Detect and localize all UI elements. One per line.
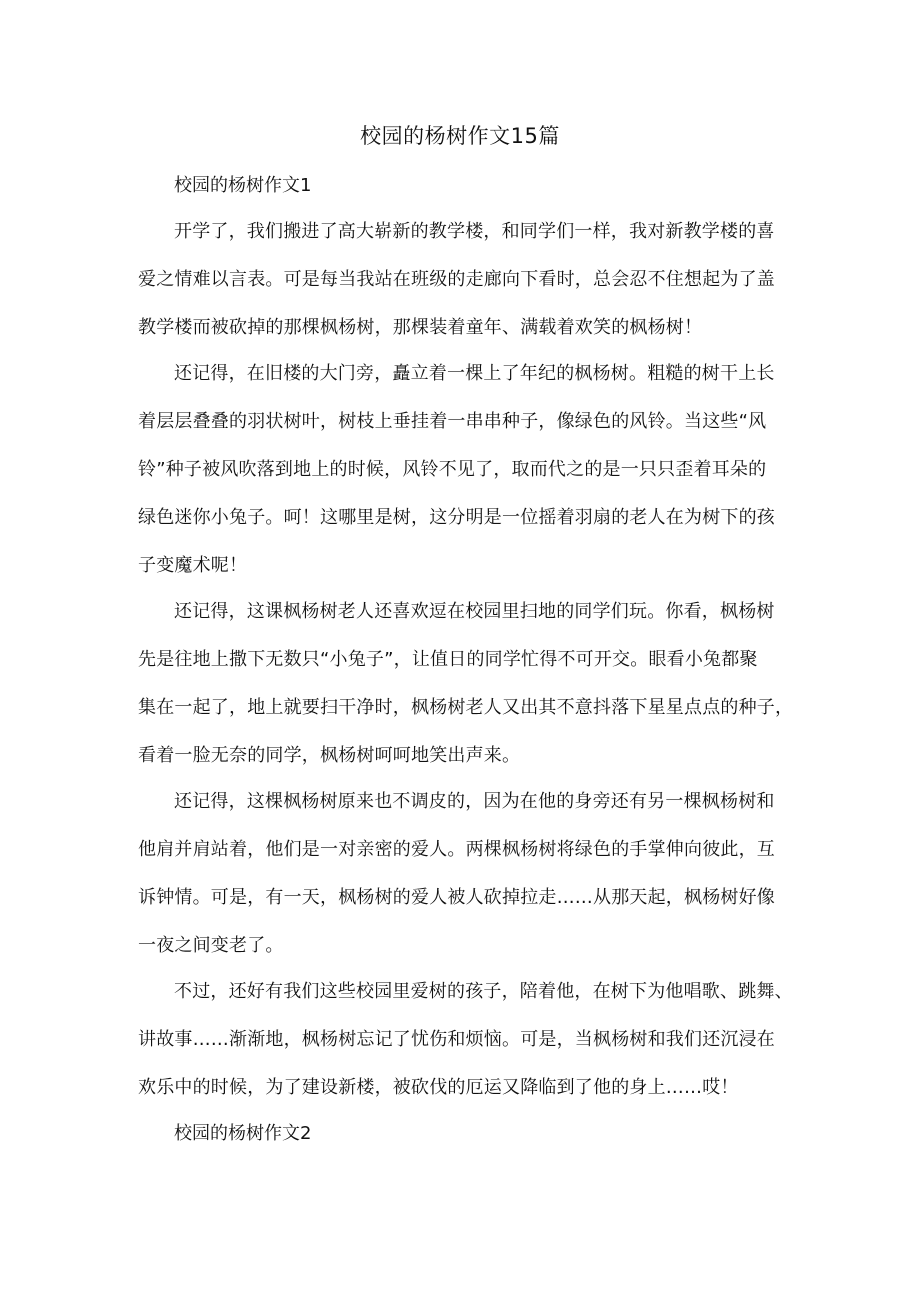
paragraph-line: 爱之情难以言表。可是每当我站在班级的走廊向下看时，总会忍不住想起为了盖 [138, 269, 775, 290]
paragraph-line: 还记得，这课枫杨树老人还喜欢逗在校园里扫地的同学们玩。你看，枫杨树 [174, 601, 775, 622]
paragraph-line: 先是往地上撒下无数只“小兔子”，让值日的同学忙得不可开交。眼看小兔都聚 [138, 649, 758, 670]
paragraph-line: 还记得，这棵枫杨树原来也不调皮的，因为在他的身旁还有另一棵枫杨树和 [174, 791, 775, 812]
paragraph-line: 他肩并肩站着，他们是一对亲密的爱人。两棵枫杨树将绿色的手掌伸向彼此，互 [138, 839, 775, 860]
paragraph-line: 看着一脸无奈的同学，枫杨树呵呵地笑出声来。 [138, 745, 521, 766]
paragraph [138, 786, 794, 962]
section-gap [138, 1104, 794, 1118]
paragraph [138, 976, 794, 1104]
paragraph-line: 不过，还好有我们这些校园里爱树的孩子，陪着他，在树下为他唱歌、跳舞、 [174, 981, 793, 1002]
paragraph-line: 铃”种子被风吹落到地上的时候，风铃不见了，取而代之的是一只只歪着耳朵的 [138, 459, 767, 480]
paragraph [138, 216, 794, 344]
paragraph-line: 集在一起了，地上就要扫干净时，枫杨树老人又出其不意抖落下星星点点的种子， [138, 697, 794, 718]
paragraph-line: 欢乐中的时候，为了建设新楼，被砍伐的厄运又降临到了他的身上……哎！ [138, 1077, 739, 1098]
paragraph [138, 358, 794, 582]
paragraph [138, 596, 794, 772]
paragraph-line: 教学楼而被砍掉的那棵枫杨树，那棵装着童年、满载着欢笑的枫杨树！ [138, 317, 703, 338]
paragraph-line: 子变魔术呢！ [138, 555, 248, 576]
section-heading: 校园的杨树作文1 [174, 175, 312, 196]
paragraph-line: 绿色迷你小兔子。呵！这哪里是树，这分明是一位摇着羽扇的老人在为树下的孩 [138, 507, 775, 528]
section-heading: 校园的杨树作文2 [174, 1123, 312, 1144]
paragraph-line: 一夜之间变老了。 [138, 935, 284, 956]
document-title: 校园的杨树作文15篇 [360, 124, 560, 148]
paragraph-line: 讲故事……渐渐地，枫杨树忘记了忧伤和烦恼。可是，当枫杨树和我们还沉浸在 [138, 1029, 775, 1050]
paragraph-line: 开学了，我们搬进了高大崭新的教学楼，和同学们一样，我对新教学楼的喜 [174, 221, 775, 242]
paragraph-line: 诉钟情。可是，有一天，枫杨树的爱人被人砍掉拉走……从那天起，枫杨树好像 [138, 887, 775, 908]
paragraph-line: 还记得，在旧楼的大门旁，矗立着一棵上了年纪的枫杨树。粗糙的树干上长 [174, 363, 775, 384]
paragraph-line: 着层层叠叠的羽状树叶，树枝上垂挂着一串串种子，像绿色的风铃。当这些“风 [138, 411, 767, 432]
document-body [138, 170, 794, 1150]
